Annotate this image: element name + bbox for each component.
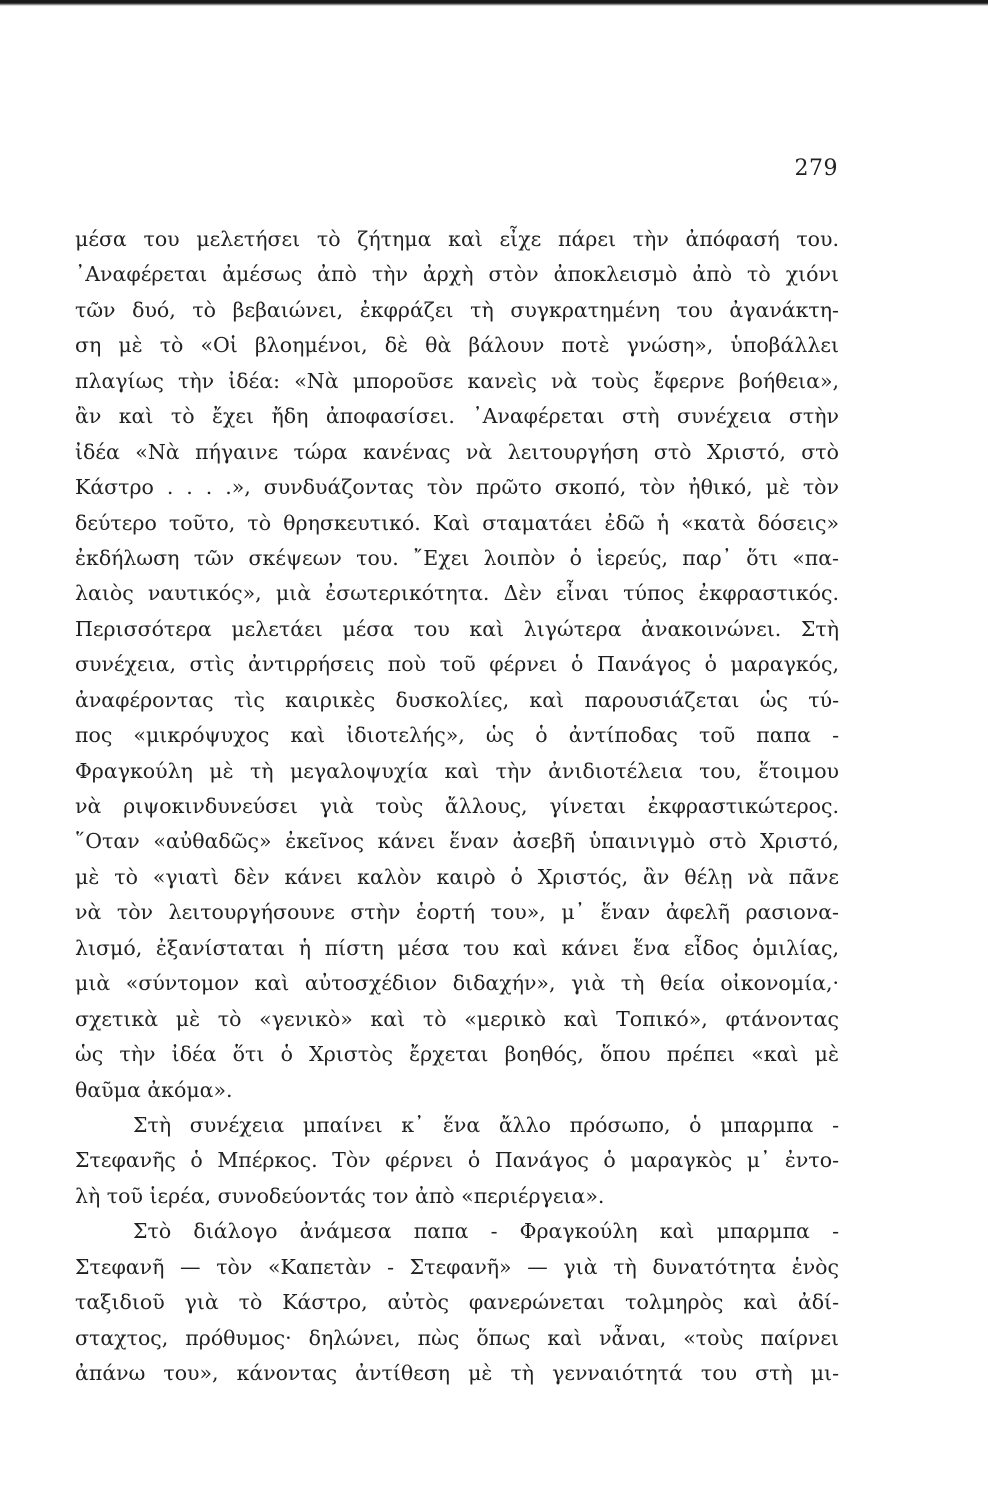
text-line: λαιὸς ναυτικός», μιὰ ἐσωτερικότητα. Δὲν εἶναι τύπος ἐκφραστικός. <box>75 581 839 606</box>
body-text <box>75 222 839 1391</box>
page-number: 279 <box>794 156 838 181</box>
text-line: μὲ τὸ «γιατὶ δὲν κάνει καλὸν καιρὸ ὁ Χριστός, ἂν θέλῃ νὰ πᾶνε <box>75 864 839 889</box>
text-line: σχετικὰ μὲ τὸ «γενικὸ» καὶ τὸ «μερικὸ καὶ Τοπικό», φτάνοντας <box>75 1006 839 1031</box>
text-line: ἀναφέροντας τὶς καιρικὲς δυσκολίες, καὶ παρουσιάζεται ὡς τύ- <box>75 687 839 712</box>
text-line: πος «μικρόψυχος καὶ ἰδιοτελής», ὡς ὁ ἀντίποδας τοῦ παπα - <box>75 723 839 748</box>
text-line: ᾿Αναφέρεται ἀμέσως ἀπὸ τὴν ἀρχὴ στὸν ἀποκλεισμὸ ἀπὸ τὸ χιόνι <box>75 262 839 287</box>
text-line: ἂν καὶ τὸ ἔχει ἤδη ἀποφασίσει. ᾿Αναφέρεται στὴ συνέχεια στὴν <box>75 404 839 429</box>
text-line: ὡς τὴν ἰδέα ὅτι ὁ Χριστὸς ἔρχεται βοηθός, ὅπου πρέπει «καὶ μὲ <box>75 1042 839 1067</box>
scan-top-edge <box>0 0 988 6</box>
text-line-paragraph-start: Στὸ διάλογο ἀνάμεσα παπα - Φραγκούλη καὶ μπαρμπα - <box>133 1219 839 1244</box>
text-line: μιὰ «σύντομον καὶ αὐτοσχέδιον διδαχήν», γιὰ τὴ θεία οἰκονομία,· <box>75 971 839 996</box>
text-line: ῞Οταν «αὐθαδῶς» ἐκεῖνος κάνει ἕναν ἀσεβῆ ὑπαινιγμὸ στὸ Χριστό, <box>75 829 839 854</box>
text-line: δεύτερο τοῦτο, τὸ θρησκευτικό. Καὶ σταματάει ἐδῶ ἡ «κατὰ δόσεις» <box>75 510 839 535</box>
text-line: τῶν δυό, τὸ βεβαιώνει, ἐκφράζει τὴ συγκρατημένη του ἀγανάκτη- <box>75 297 839 322</box>
text-line: νὰ ριψοκινδυνεύσει γιὰ τοὺς ἄλλους, γίνεται ἐκφραστικώτερος. <box>75 794 839 818</box>
text-line: ἀπάνω του», κάνοντας ἀντίθεση μὲ τὴ γενναιότητά του στὴ μι- <box>75 1361 839 1385</box>
text-line: σταχτος, πρόθυμος· δηλώνει, πὼς ὅπως καὶ νἆναι, «τοὺς παίρνει <box>75 1325 839 1350</box>
text-line: μέσα του μελετήσει τὸ ζήτημα καὶ εἶχε πάρει τὴν ἀπόφασή του. <box>75 227 839 251</box>
text-line: συνέχεια, στὶς ἀντιρρήσεις ποὺ τοῦ φέρνει ὁ Πανάγος ὁ μαραγκός, <box>75 652 839 677</box>
text-line: νὰ τὸν λειτουργήσουνε στὴν ἑορτή του», μ᾿ ἕναν ἀφελῆ ρασιονα- <box>75 900 839 925</box>
text-line: ἰδέα «Νὰ πήγαινε τώρα κανένας νὰ λειτουργήση στὸ Χριστό, στὸ <box>75 439 839 464</box>
text-line-paragraph-start: Στὴ συνέχεια μπαίνει κ᾿ ἕνα ἄλλο πρόσωπο, ὁ μπαρμπα - <box>133 1112 839 1137</box>
text-line-paragraph-end: θαῦμα ἀκόμα». <box>75 1077 233 1102</box>
text-line: Στεφανῆ — τὸν «Καπετὰν - Στεφανῆ» — γιὰ τὴ δυνατότητα ἑνὸς <box>75 1254 839 1279</box>
text-line: λισμό, ἐξανίσταται ἡ πίστη μέσα του καὶ κάνει ἕνα εἶδος ὁμιλίας, <box>75 935 839 960</box>
text-line: Περισσότερα μελετάει μέσα του καὶ λιγώτερα ἀνακοινώνει. Στὴ <box>75 616 839 641</box>
text-line: Φραγκούλη μὲ τὴ μεγαλοψυχία καὶ τὴν ἀνιδιοτέλεια του, ἕτοιμου <box>75 758 839 783</box>
text-line: ση μὲ τὸ «Οἱ βλοημένοι, δὲ θὰ βάλουν ποτὲ γνώση», ὑποβάλλει <box>75 333 839 358</box>
text-line: Στεφανῆς ὁ Μπέρκος. Τὸν φέρνει ὁ Πανάγος ὁ μαραγκὸς μ᾿ ἐντο- <box>75 1148 839 1173</box>
text-line: Κάστρο . . . .», συνδυάζοντας τὸν πρῶτο σκοπό, τὸν ἠθικό, μὲ τὸν <box>75 475 839 500</box>
text-line: ἐκδήλωση τῶν σκέψεων του. ῎Εχει λοιπὸν ὁ ἱερεύς, παρ᾿ ὅτι «πα- <box>75 545 839 570</box>
text-line-paragraph-end: λὴ τοῦ ἱερέα, συνοδεύοντάς τον ἀπὸ «περιέργεια». <box>75 1183 605 1208</box>
text-line: ταξιδιοῦ γιὰ τὸ Κάστρο, αὐτὸς φανερώνεται τολμηρὸς καὶ ἀδί- <box>75 1290 839 1315</box>
text-line: πλαγίως τὴν ἰδέα: «Νὰ μποροῦσε κανεὶς νὰ τοὺς ἔφερνε βοήθεια», <box>75 368 839 393</box>
